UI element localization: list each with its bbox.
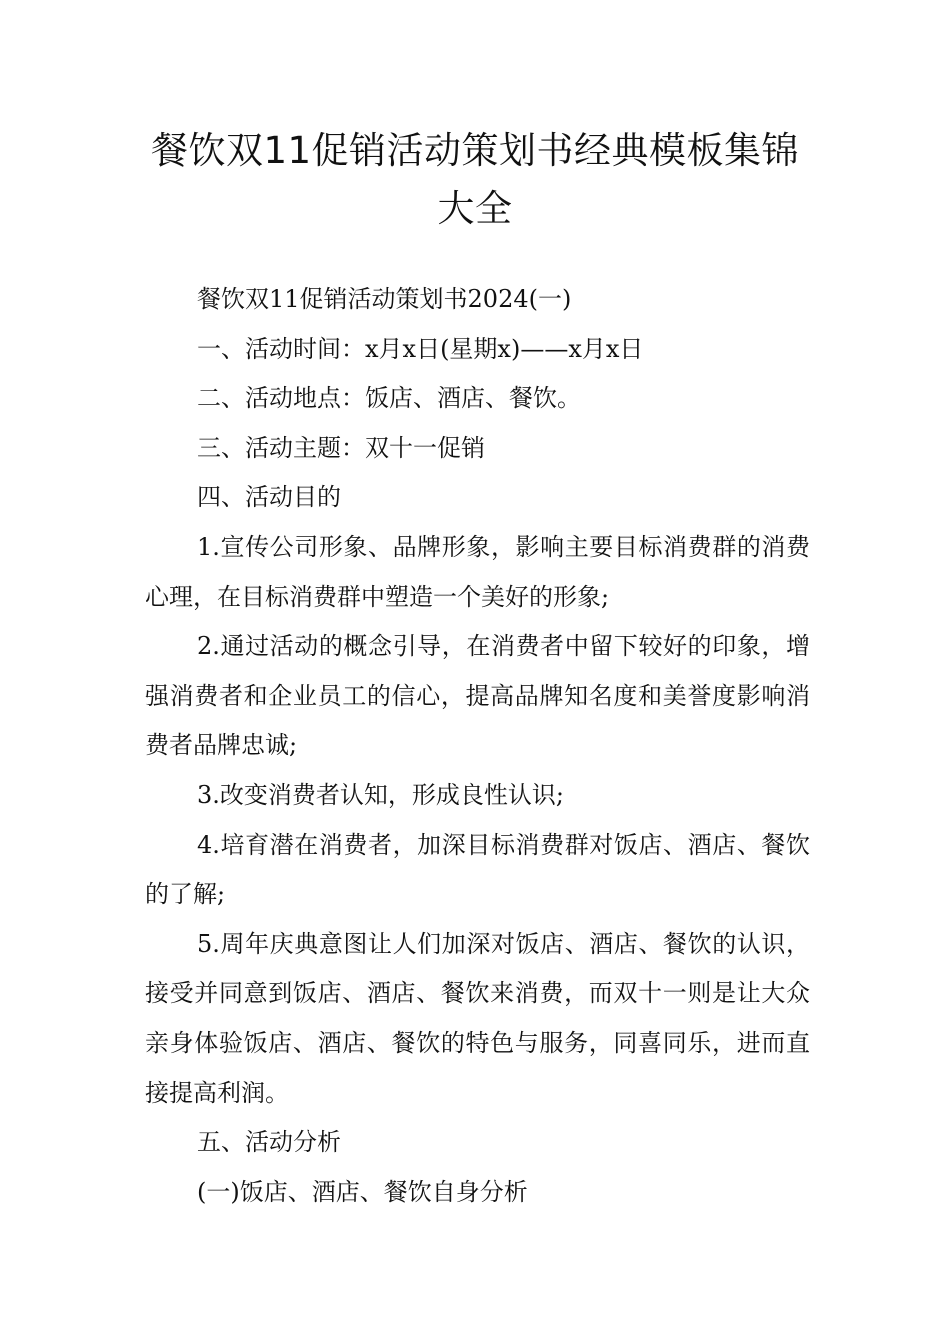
paragraph-self-analysis: (一)饭店、酒店、餐饮自身分析 <box>197 1177 528 1206</box>
paragraph-activity-analysis: 五、活动分析 <box>197 1128 341 1157</box>
paragraph-plan-heading: 餐饮双11促销活动策划书2024(一) <box>197 285 572 313</box>
document-title: 餐饮双11促销活动策划书经典模板集锦大全 <box>150 129 800 230</box>
paragraph-purpose-1: 1.宣传公司形象、品牌形象，影响主要目标消费群的消费心理，在目标消费群中塑造一个美好的形象; <box>145 532 810 611</box>
paragraph-activity-purpose: 四、活动目的 <box>197 483 341 512</box>
paragraph-activity-theme: 三、活动主题：双十一促销 <box>197 433 485 462</box>
paragraph-purpose-5: 5.周年庆典意图让人们加深对饭店、酒店、餐饮的认识，接受并同意到饭店、酒店、餐饮来消费，而双十一则是让大众亲身体验饭店、酒店、餐饮的特色与服务，同喜同乐，进而直接提高利润。 <box>145 929 810 1107</box>
paragraph-purpose-3: 3.改变消费者认知，形成良性认识; <box>197 780 564 809</box>
paragraph-purpose-4: 4.培育潜在消费者，加深目标消费群对饭店、酒店、餐饮的了解; <box>145 830 810 909</box>
paragraph-activity-location: 二、活动地点：饭店、酒店、餐饮。 <box>197 384 581 413</box>
paragraph-activity-time: 一、活动时间：x月x日(星期x)——x月x日 <box>197 334 644 363</box>
paragraph-purpose-2: 2.通过活动的概念引导，在消费者中留下较好的印象，增强消费者和企业员工的信心，提高品牌知名度和美誉度影响消费者品牌忠诚; <box>145 632 810 760</box>
document-body <box>145 275 810 1217</box>
